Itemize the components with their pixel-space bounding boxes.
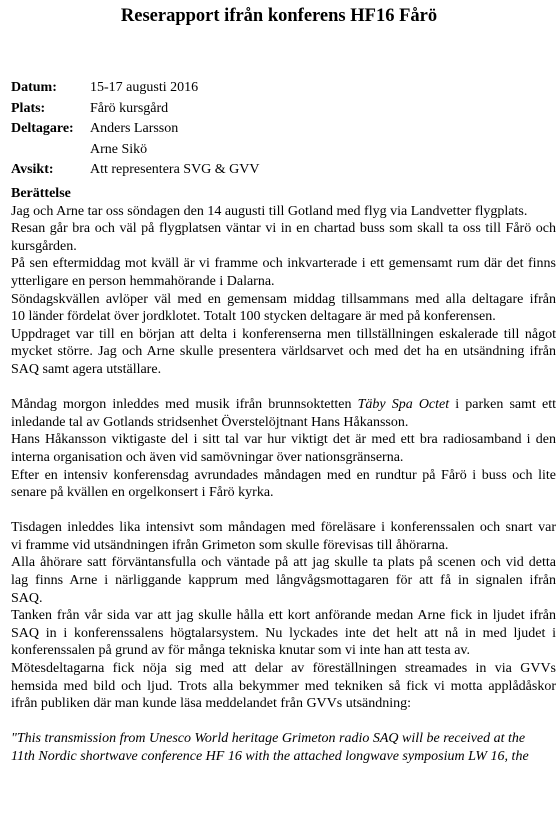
paragraph-line: ytterligare en person hemmahörande i Dalarna. bbox=[11, 273, 275, 289]
paragraph-line: kursgården. bbox=[11, 238, 77, 254]
meta-row bbox=[11, 99, 260, 120]
paragraph-gap bbox=[11, 713, 556, 731]
meta-value: Att representera SVG & GVV bbox=[90, 162, 260, 177]
paragraph-line: SAQ samt agera utställare. bbox=[11, 361, 162, 377]
paragraph-line: lag finns Arne i närliggande kapprum med långvågsmottagaren för att få in signalen ifrån bbox=[11, 573, 556, 589]
meta-value: Arne Sikö bbox=[90, 141, 148, 157]
ensemble-name: Täby Spa Octet bbox=[357, 397, 450, 413]
paragraph-line: senare på kvällen en orgelkonsert i Fårö kyrka. bbox=[11, 485, 274, 501]
meta-value: Fårö kursgård bbox=[90, 100, 169, 116]
meta-key: Plats: bbox=[11, 100, 46, 116]
paragraph-line: SAQ. bbox=[11, 590, 43, 606]
paragraph-line: På sen eftermiddag mot kväll är vi framme och inkvarterade i ett gemensamt rum där det finns bbox=[11, 256, 556, 272]
meta-row bbox=[11, 119, 260, 140]
paragraph-line: interna organisation och även vid samövningar över nationsgränserna. bbox=[11, 449, 404, 465]
paragraph-line: inledande tal av Gotlands stridsenhet Överstelöjtnant Hans Håkansson. bbox=[11, 414, 409, 430]
meta-row bbox=[11, 160, 260, 181]
paragraph-line: Tisdagen inleddes lika intensivt som måndagen med föreläsare i konferenssalen och snart var bbox=[11, 520, 556, 536]
meta-row bbox=[11, 78, 260, 99]
paragraph-line: Resan går bra och väl på flygplatsen väntar vi in en chartad buss som skall ta oss till Fårö och bbox=[11, 221, 556, 237]
paragraph-line: 10 länder fördelat över jordklotet. Totalt 100 stycken deltagare är med på konferensen. bbox=[11, 309, 496, 325]
meta-key bbox=[11, 140, 90, 161]
meta-key: Avsikt: bbox=[11, 162, 54, 177]
paragraph-line: SAQ in i konferenssalens högtalarsystem. Nu lyckades inte det helt att nå in med ljudet i bbox=[11, 625, 556, 641]
paragraph-line: Jag och Arne tar oss söndagen den 14 augusti till Gotland med flyg via Landvetter flygplats. bbox=[11, 203, 528, 219]
section-heading: Berättelse bbox=[11, 186, 71, 201]
paragraph-line: konferenssalen på grund av för många tekniska knutar som vi inte han att testa av. bbox=[11, 643, 471, 659]
paragraph-line: vi framme vid utsändningen ifrån Grimeton som skulle förevisas till åhörarna. bbox=[11, 537, 449, 553]
document-title: Reserapport ifrån konferens HF16 Fårö bbox=[120, 6, 438, 26]
meta-table bbox=[11, 78, 260, 181]
report-body bbox=[11, 185, 556, 766]
meta-key: Datum: bbox=[11, 80, 57, 95]
paragraph-gap bbox=[11, 502, 556, 520]
paragraph-line: Söndagskvällen avlöper väl med en gemensam middag tillsammans med alla deltagare ifrån bbox=[11, 291, 556, 307]
meta-row bbox=[11, 140, 260, 161]
paragraph-line: Uppdraget var till en början att delta i konferenserna men tillställningen eskalerade till något bbox=[11, 326, 556, 342]
paragraph-line: Mötesdeltagarna fick nöja sig med att delar av föreställningen streamades in via GVVs bbox=[11, 661, 556, 677]
paragraph-line: hemsida med bild och ljud. Trots alla bekymmer med tekniken så fick vi motta applådåskor bbox=[11, 678, 556, 694]
paragraph-line bbox=[11, 396, 556, 414]
quote-line: "This transmission from Unesco World heritage Grimeton radio SAQ will be received at the bbox=[11, 731, 526, 747]
paragraph-line: ifrån publiken där man kunde läsa meddelandet från GVVs utsändning: bbox=[11, 696, 412, 712]
paragraph-line: Hans Håkansson viktigaste del i sitt tal var hur viktigt det är med ett bra radiosamband i den bbox=[11, 432, 556, 448]
paragraph-line: Efter en intensiv konferensdag avrundades måndagen med en rundtur på Fårö i buss och lite bbox=[11, 467, 556, 483]
meta-key: Deltagare: bbox=[11, 121, 74, 136]
meta-value: 15-17 augusti 2016 bbox=[90, 80, 199, 95]
paragraph-line: Tanken från vår sida var att jag skulle hålla ett kort anförande medan Arne fick in ljudet ifrån bbox=[11, 608, 556, 624]
paragraph-line: mycket större. Jag och Arne skulle presentera världsarvet och med det ha en utsändning ifrån bbox=[11, 344, 556, 360]
line-text: Måndag morgon inleddes med musik ifrån brunnsoktetten bbox=[11, 397, 358, 413]
quote-line: 11th Nordic shortwave conference HF 16 with the attached longwave symposium LW 16, the bbox=[11, 749, 529, 764]
line-text: i parken samt ett bbox=[449, 397, 557, 413]
meta-value: Anders Larsson bbox=[90, 121, 179, 136]
paragraph-gap bbox=[11, 379, 556, 397]
paragraph-line: Alla åhörare satt förväntansfulla och väntade på att jag skulle ta plats på scenen och vid detta bbox=[11, 555, 556, 571]
